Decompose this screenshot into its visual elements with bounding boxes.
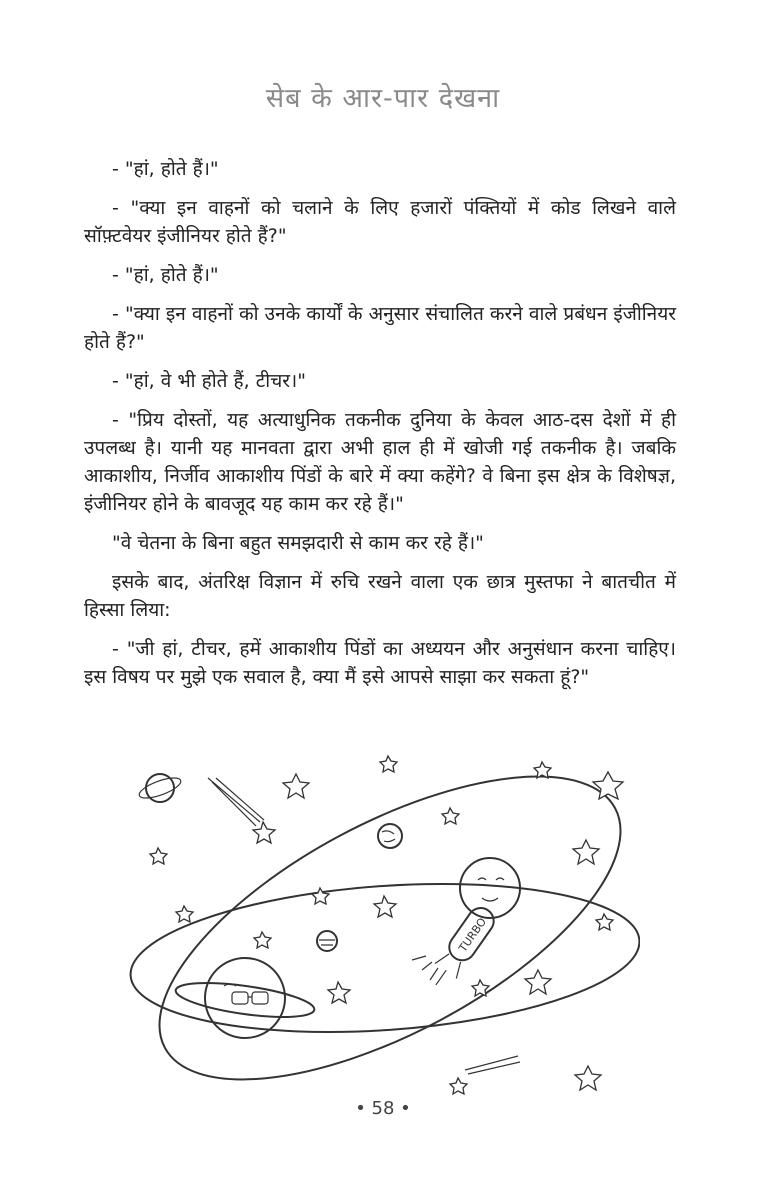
star-icon	[176, 906, 193, 922]
cartoon-planet-rocket-icon	[412, 858, 520, 992]
small-planet-icon	[317, 931, 337, 951]
star-icon	[374, 896, 396, 917]
cartoon-planet-with-glasses-icon	[174, 958, 317, 1038]
star-icon	[575, 1066, 601, 1090]
paragraph: - "हां, होते हैं।"	[112, 264, 219, 286]
star-icon	[254, 932, 271, 948]
paragraph: इसके बाद, अंतरिक्ष विज्ञान में रुचि रखने वाला एक छात्र मुस्तफा ने बातचीत में हिस्सा लिया:	[84, 571, 676, 621]
paragraph: - "जी हां, टीचर, हमें आकाशीय पिंडों का अध्ययन और अनुसंधान करना चाहिए। इस विषय पर मुझे एक सवाल है, क्या मैं इसे आपसे साझा कर सकता हूं?"	[84, 638, 676, 688]
small-planet-icon	[378, 824, 402, 848]
paragraph: - "क्या इन वाहनों को उनके कार्यों के अनुसार संचालित करने वाले प्रबंधन इंजीनियर होते हैं?"	[84, 303, 676, 353]
star-icon	[150, 848, 167, 864]
star-icon	[525, 970, 551, 994]
ringed-planet-icon	[137, 774, 183, 802]
star-icon	[596, 914, 613, 930]
star-icon	[283, 774, 309, 798]
star-icon	[442, 808, 459, 824]
star-icon	[312, 888, 329, 904]
star-icon	[573, 840, 599, 864]
comet-icon	[450, 1056, 520, 1094]
comet-icon	[208, 778, 275, 843]
star-icon	[593, 772, 623, 799]
space-illustration	[120, 748, 640, 1098]
orbit-ellipse	[120, 748, 640, 1098]
body-text	[84, 155, 676, 702]
page-number: • 58 •	[355, 1098, 411, 1119]
orbit-ellipse	[126, 868, 640, 1047]
star-icon	[328, 982, 350, 1003]
page-title: सेब के आर-पार देखना	[265, 83, 501, 114]
paragraph: - "प्रिय दोस्तों, यह अत्याधुनिक तकनीक दुनिया के केवल आठ-दस देशों में ही उपलब्ध है। यानी यह मानवता द्वारा अभी हाल ही में खोजी गई तकनीक है। जबकि आकाशीय, निर्जीव आकाशीय पिंडों के बारे में क्या कहेंगे? वे बिना इस क्षेत्र के विशेषज्ञ, इंजीनियर होने के बावजूद यह काम कर रहे हैं।"	[84, 409, 676, 515]
paragraph: "वे चेतना के बिना बहुत समझदारी से काम कर रहे हैं।"	[112, 532, 484, 554]
rocket-label: TURBO	[456, 915, 490, 955]
paragraph: - "हां, होते हैं।"	[112, 158, 219, 180]
paragraph: - "क्या इन वाहनों को चलाने के लिए हजारों पंक्तियों में कोड लिखने वाले सॉफ़्टवेयर इंजीनियर होते हैं?"	[84, 197, 676, 247]
paragraph: - "हां, वे भी होते हैं, टीचर।"	[112, 370, 306, 392]
star-icon	[380, 756, 397, 772]
